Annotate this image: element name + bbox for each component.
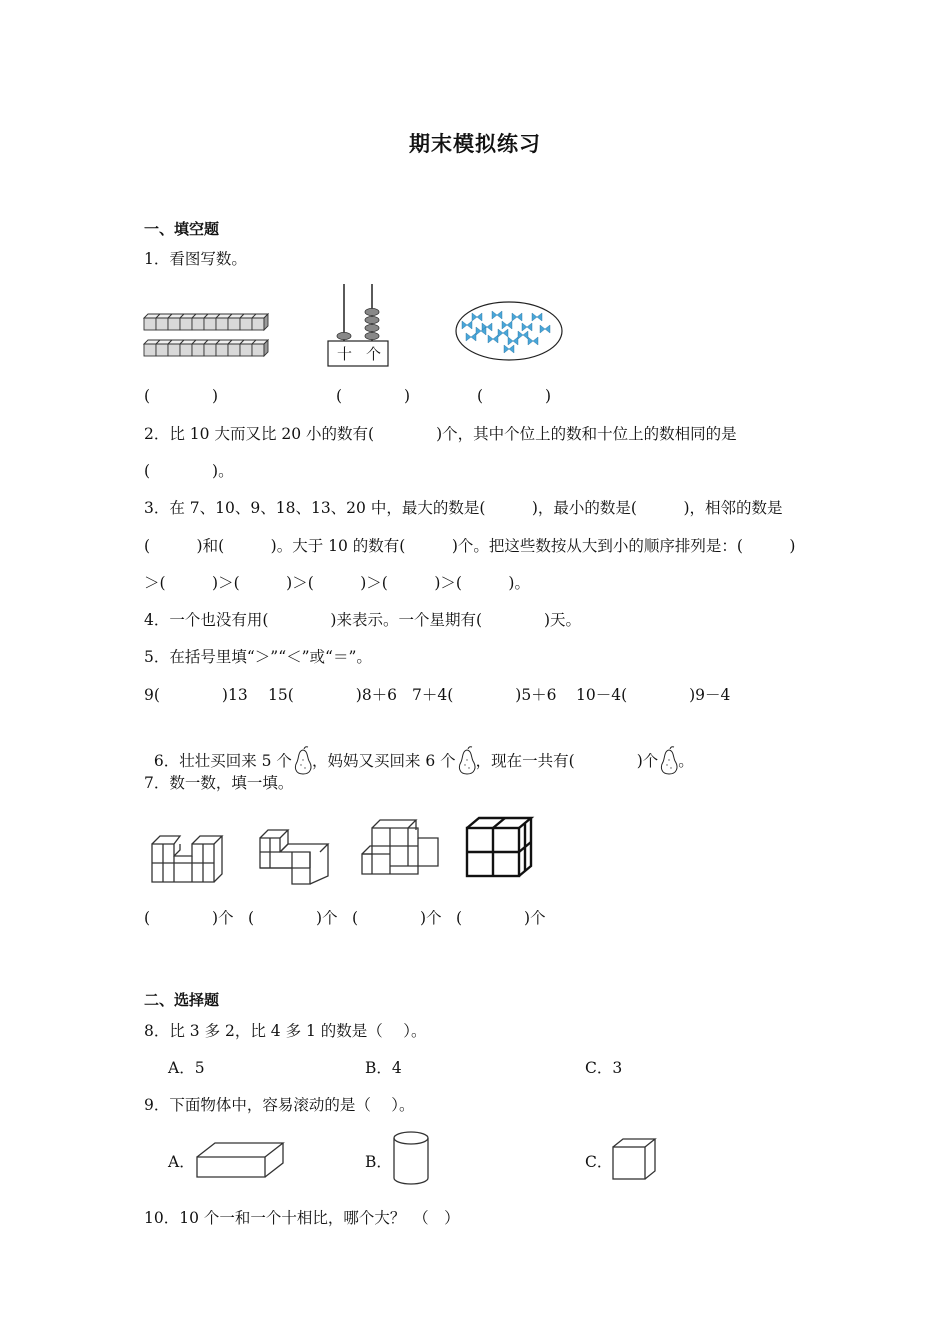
q5-item-3: 7＋4( )5＋6 (412, 686, 557, 704)
question-8-text: 8．比 3 多 2，比 4 多 1 的数是（ ）。 (144, 1022, 427, 1040)
cube-stack-icon (465, 816, 533, 878)
ten-rods-figure (143, 312, 273, 362)
question-10-text: 10．10 个一和一个十相比，哪个大？ （ ） (144, 1209, 460, 1227)
q5-item-1: 9( )13 (144, 686, 248, 704)
question-2-line-2: ( )。 (144, 462, 234, 480)
pear-icon (456, 746, 476, 774)
cube-icon (611, 1137, 657, 1181)
q6-part-4: 。 (678, 752, 694, 770)
cube-rod-icon (144, 314, 268, 330)
question-6-text (144, 728, 694, 776)
abacus-ones-label: 个 (366, 345, 382, 363)
cube-stack-icon (150, 830, 224, 884)
question-2-line-1: 2．比 10 大而又比 20 小的数有( )个，其中个位上的数和十位上的数相同的是 (144, 425, 737, 443)
q9-option-b[interactable]: B． (365, 1153, 392, 1171)
q6-part-1: 6．壮壮买回来 5 个 (153, 752, 292, 770)
q7-answer-blank-2[interactable]: ( )个 (248, 909, 338, 927)
q7-answer-blank-4[interactable]: ( )个 (456, 909, 546, 927)
cuboid-icon (195, 1139, 285, 1179)
pear-icon (658, 746, 678, 774)
q6-part-2: ，妈妈又买回来 6 个 (311, 752, 456, 770)
question-3-line-2: ( )和( )。大于 10 的数有( )个。把这些数按从大到小的顺序排列是：( ) (144, 537, 796, 555)
q7-answer-blank-3[interactable]: ( )个 (352, 909, 442, 927)
section-heading-multiple-choice: 二、选择题 (144, 991, 220, 1009)
q1-answer-blank-2[interactable]: ( ) (336, 387, 411, 405)
q5-item-2: 15( )8＋6 (268, 686, 398, 704)
question-9-text: 9．下面物体中，容易滚动的是（ ）。 (144, 1096, 415, 1114)
q6-part-3: ，现在一共有( )个 (475, 752, 659, 770)
q5-item-4: 10－4( )9－4 (576, 686, 731, 704)
q7-answer-blank-1[interactable]: ( )个 (144, 909, 234, 927)
q8-option-a[interactable]: A．5 (168, 1059, 205, 1077)
abacus-tens-label: 十 (337, 345, 353, 363)
butterfly-group-figure (455, 301, 563, 361)
q9-option-a[interactable]: A． (168, 1153, 195, 1171)
cube-stack-icon (360, 818, 440, 876)
pear-icon (292, 746, 312, 774)
question-7-text: 7．数一数，填一填。 (144, 774, 294, 792)
question-3-line-1: 3．在 7、10、9、18、13、20 中，最大的数是( )，最小的数是( )，相邻的数是 (144, 499, 783, 517)
cube-stack-icon (258, 828, 332, 886)
cube-rod-icon (144, 340, 268, 356)
q1-answer-blank-3[interactable]: ( ) (477, 387, 552, 405)
q8-option-c[interactable]: C．3 (585, 1059, 623, 1077)
q8-option-b[interactable]: B．4 (365, 1059, 402, 1077)
question-5-text: 5．在括号里填“＞”“＜”或“＝”。 (144, 648, 372, 666)
question-4-text: 4．一个也没有用( )来表示。一个星期有( )天。 (144, 611, 582, 629)
section-heading-fill-blank: 一、填空题 (144, 220, 220, 238)
page-title: 期末模拟练习 (409, 131, 541, 156)
cylinder-icon (391, 1130, 431, 1186)
question-3-line-3: ＞( )＞( )＞( )＞( )＞( )。 (144, 574, 530, 592)
question-1-text: 1．看图写数。 (144, 250, 247, 268)
q1-answer-blank-1[interactable]: ( ) (144, 387, 219, 405)
q9-option-c[interactable]: C． (585, 1153, 613, 1171)
